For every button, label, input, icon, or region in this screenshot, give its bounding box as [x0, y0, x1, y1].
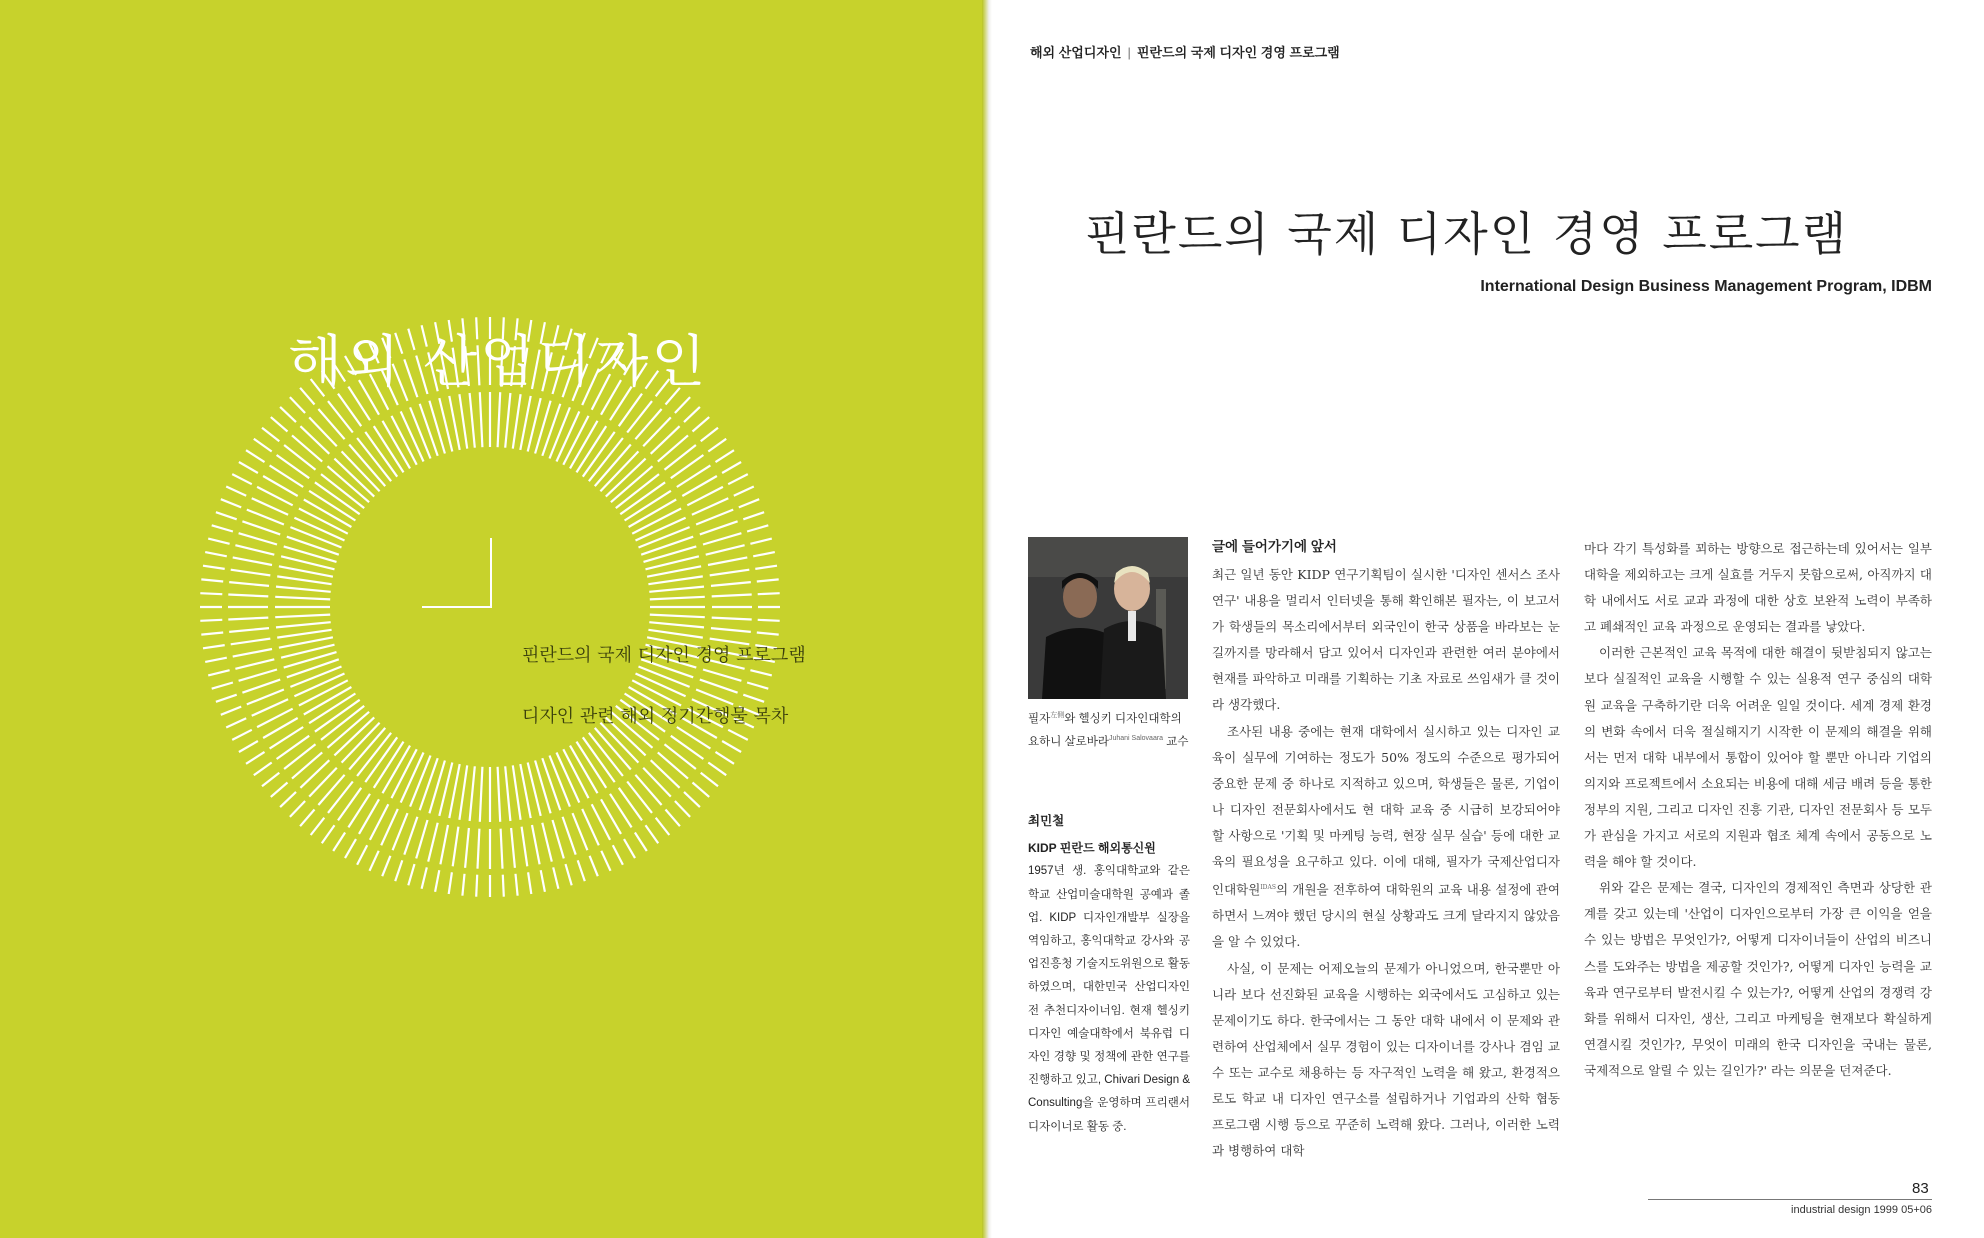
sunburst-ray — [542, 823, 552, 862]
sunburst-ray — [478, 829, 480, 869]
sunburst-ray — [758, 593, 780, 594]
sunburst-ray — [758, 620, 780, 621]
sunburst-ray — [410, 407, 430, 458]
running-header-title: 핀란드의 국제 디자인 경영 프로그램 — [1136, 45, 1340, 60]
sunburst-ray — [701, 773, 718, 787]
sunburst-ray — [393, 813, 408, 850]
body-paragraph: 사실, 이 문제는 어제오늘의 문제가 아니었으며, 한국뿐만 아니라 보다 선진화된 교육을 시행하는 외국에서도 고심하고 있는 문제이기도 하다. 한국에서는 그 동안 대학 내에서 이 문제와 관련하여 산업체에서 실무 경험이 있는 디자이너를 강사나 겸임 교수 또는 교수로 채용하는 등 자구적인 노력을 해 왔고, 환경적으로도 학교 내 디자인 연구소를 설립하거나 기업과의 산학 협동 프로그램 시행 등으로 꾸준히 노력해 왔다. 그러나, 이러한 노력과 병행하여 대학 — [1212, 960, 1560, 1159]
photo-caption — [1028, 706, 1198, 752]
sunburst-ray — [333, 833, 345, 852]
caption-text: 요하니 살로바라 — [1028, 735, 1109, 748]
sunburst-ray — [522, 827, 528, 867]
sunburst-ray — [743, 512, 764, 519]
sunburst-ray — [639, 527, 690, 547]
sunburst-ray — [247, 510, 284, 525]
sunburst-ray — [208, 670, 229, 675]
sunburst-ray — [300, 810, 314, 827]
sunburst-ray — [470, 393, 475, 448]
sunburst-ray — [503, 875, 504, 897]
author-name: 최민철 — [1028, 814, 1065, 828]
body-column-1 — [1212, 536, 1560, 1164]
toc-item-periodicals: 디자인 관련 해외 정기간행물 목차 — [522, 706, 789, 727]
sunburst-ray — [498, 392, 501, 447]
sunburst-ray — [318, 775, 344, 805]
sunburst-ray — [619, 394, 642, 427]
cover-page — [0, 0, 982, 1238]
sunburst-ray — [284, 744, 315, 769]
sunburst-ray — [716, 450, 735, 462]
sunburst-ray — [328, 401, 353, 432]
sunburst-ray — [309, 768, 337, 797]
sunburst-ray — [648, 576, 702, 584]
sunburst-ray — [290, 527, 341, 547]
sunburst-ray — [665, 744, 696, 769]
sunburst-ray — [750, 670, 771, 675]
sunburst-ray — [200, 593, 222, 594]
sunburst-ray — [643, 417, 671, 446]
sunburst-ray — [550, 756, 570, 807]
sunburst-ray — [651, 760, 680, 788]
sunburst-ray — [459, 394, 467, 448]
sunburst-ray — [753, 552, 775, 556]
sunburst-graphic — [0, 0, 982, 1238]
sunburst-ray — [498, 767, 501, 822]
sunburst-ray — [453, 827, 459, 867]
sunburst-ray — [553, 867, 558, 888]
sunburst-ray — [684, 407, 700, 422]
sunburst-ray — [635, 775, 661, 805]
sunburst-ray — [656, 818, 670, 835]
toc-item-idbm: 핀란드의 국제 디자인 경영 프로그램 — [522, 645, 806, 666]
sunburst-ray — [649, 587, 704, 592]
sunburst-ray — [231, 639, 271, 645]
sunburst-ray — [700, 521, 738, 534]
sunburst-ray — [242, 521, 280, 534]
sunburst-ray — [382, 856, 390, 876]
sunburst-ray — [233, 649, 272, 657]
sunburst-ray — [619, 788, 642, 821]
sunburst-ray — [459, 765, 467, 819]
sunburst-ray — [684, 792, 700, 807]
sunburst-ray — [246, 752, 265, 764]
sunburst-ray — [203, 566, 225, 569]
sunburst-ray — [221, 499, 241, 507]
footer-rule — [1648, 1199, 1932, 1200]
sunburst-ray — [420, 404, 438, 456]
sunburst-ray — [542, 404, 560, 456]
sunburst-ray — [254, 439, 272, 452]
sunburst-ray — [201, 579, 223, 581]
sunburst-ray — [650, 597, 705, 600]
sunburst-ray — [216, 695, 237, 702]
sunburst-ray — [420, 758, 438, 810]
sunburst-ray — [422, 867, 427, 888]
sunburst-ray — [226, 487, 246, 496]
sunburst-ray — [318, 409, 344, 439]
section-heading: 글에 들어가기에 앞서 — [1212, 539, 1337, 554]
sunburst-ray — [722, 741, 741, 752]
sunburst-ray — [563, 817, 576, 855]
sunburst-ray — [416, 820, 427, 858]
sunburst-ray — [300, 760, 329, 788]
body-paragraph: 최근 일년 동안 KIDP 연구기획팀이 실시한 '디자인 센서스 조사연구' 내용을 멀리서 인터넷을 통해 확인해본 필자는, 이 보고서가 학생들의 목소리에서부터 외국인이 한국 상품을 바라보는 눈길까지를 망라해서 담고 있어서 디자인과 관련한 여러 분야에서 현재를 파악하고 미래를 기획하는 기초 자료로 쓰임새가 클 것이라 생각했다. — [1212, 567, 1560, 713]
sunburst-ray — [239, 462, 258, 473]
sunburst-ray — [205, 658, 227, 662]
sunburst-ray — [627, 782, 652, 813]
sunburst-ray — [747, 683, 768, 689]
caption-text: 와 헬싱키 디자인대학의 — [1064, 712, 1182, 725]
sunburst-ray — [276, 587, 331, 592]
sunburst-ray — [646, 825, 659, 843]
sunburst-ray — [246, 450, 265, 462]
author-bio-block — [1028, 810, 1190, 1139]
sunburst-ray — [309, 417, 337, 446]
sunburst-ray — [357, 845, 367, 865]
sunburst-ray — [747, 525, 768, 531]
sunburst-ray — [275, 597, 330, 600]
caption-superscript: Juhani Salovaara — [1108, 734, 1164, 742]
sunburst-ray — [513, 394, 521, 448]
sunburst-ray — [757, 579, 779, 581]
sunburst-ray — [271, 417, 288, 431]
sunburst-ray — [627, 401, 652, 432]
sunburst-ray — [675, 801, 690, 817]
sunburst-ray — [712, 595, 752, 597]
sunburst-ray — [338, 788, 361, 821]
sunburst-ray — [226, 718, 246, 727]
sunburst-ray — [410, 756, 430, 807]
sunburst-ray — [696, 510, 733, 525]
sunburst-ray — [711, 628, 751, 632]
sunburst-ray — [601, 851, 610, 871]
sunburst-ray — [755, 566, 777, 569]
sunburst-ray — [232, 730, 252, 740]
page-number: 83 — [1912, 1180, 1929, 1197]
sunburst-ray — [516, 874, 518, 896]
sunburst-ray — [700, 680, 738, 693]
sunburst-ray — [550, 407, 570, 458]
caption-superscript: 左側 — [1050, 712, 1065, 719]
sunburst-ray — [542, 758, 560, 810]
sunburst-ray — [229, 582, 269, 586]
sunburst-ray — [635, 409, 661, 439]
sunburst-ray — [338, 394, 361, 427]
sunburst-ray — [710, 570, 750, 576]
author-bio: 1957년 생. 홍익대학교와 같은 학교 산업미술대학원 공예과 졸업. KIDP 디자인개발부 실장을 역임하고, 홍익대학교 강사와 공업진흥청 기술지도위원으로 활동하였으며, 대한민국 산업디자인전 추천디자이너임. 현재 헬싱키 디자인 예술대학에서 북유럽 디자인 경향 및 정책에 관한 연구를 진행하고 있고, Chivari Design & Consulting을 운영하며 프리랜서 디자이너로 활동 중. — [1028, 865, 1190, 1133]
sunburst-ray — [404, 817, 417, 855]
sunburst-ray — [480, 392, 483, 447]
sunburst-ray — [703, 533, 741, 544]
body-column-2 — [1584, 536, 1932, 1084]
sunburst-ray — [449, 872, 452, 894]
sunburst-ray — [322, 825, 335, 843]
sunburst-ray — [708, 557, 747, 565]
sunburst-ray — [728, 730, 748, 740]
sunburst-ray — [703, 670, 741, 681]
article-subtitle: International Design Business Management Program, IDBM — [1480, 278, 1932, 295]
sunburst-ray — [277, 576, 331, 584]
sunburst-ray — [650, 615, 705, 618]
sunburst-ray — [706, 545, 745, 555]
sunburst-ray — [711, 582, 751, 586]
sunburst-ray — [408, 864, 414, 885]
sunburst-ray — [701, 428, 718, 442]
sunburst-ray — [734, 487, 754, 496]
sunburst-ray — [262, 773, 279, 787]
sunburst-ray — [641, 537, 693, 555]
sunburst-ray — [462, 874, 464, 896]
sunburst-ray — [639, 667, 690, 687]
sunburst-ray — [480, 767, 483, 822]
sunburst-ray — [505, 393, 510, 448]
sunburst-ray — [743, 695, 764, 702]
body-paragraph — [1212, 719, 1560, 956]
sunburst-ray — [648, 630, 702, 638]
sunburst-ray — [649, 622, 704, 627]
sunburst-ray — [613, 845, 623, 865]
article-title: 핀란드의 국제 디자인 경영 프로그램 — [1085, 207, 1849, 261]
sunburst-ray — [235, 659, 274, 669]
author-photo — [1028, 537, 1188, 699]
sunburst-ray — [635, 833, 647, 852]
sunburst-ray — [658, 752, 688, 778]
sunburst-ray — [624, 839, 635, 858]
sunburst-ray — [292, 435, 322, 461]
sunburst-ray — [277, 630, 331, 638]
sunburst-ray — [476, 875, 477, 897]
sunburst-ray — [277, 455, 310, 478]
sunburst-ray — [671, 736, 704, 759]
cover-title: 해외 산업디자인 — [288, 330, 709, 395]
sunburst-ray — [262, 428, 279, 442]
sunburst-ray — [254, 763, 272, 776]
body-paragraph: 마다 각기 특성화를 꾀하는 방향으로 접근하는데 있어서는 일부 대학을 제외하고는 크게 실효를 거두지 못함으로써, 아직까지 대학 내에서도 서로 교과 과정에 대한 상호 보완적 노력이 부족하고 폐쇄적인 교육 과정으로 운영되는 결과를 낳았다. — [1584, 541, 1932, 635]
sunburst-ray — [311, 818, 325, 835]
sunburst-ray — [200, 620, 222, 621]
sunburst-ray — [328, 782, 353, 813]
photo-caption-line-2 — [1028, 729, 1198, 752]
running-header — [1030, 42, 1340, 61]
sunburst-ray — [239, 670, 277, 681]
sunburst-ray — [277, 736, 310, 759]
sunburst-ray — [643, 768, 671, 797]
sunburst-ray — [205, 552, 227, 556]
caption-text: 교수 — [1163, 735, 1189, 748]
sunburst-ray — [440, 825, 448, 864]
sunburst-ray — [675, 397, 690, 413]
sunburst-ray — [239, 741, 258, 752]
sunburst-ray — [708, 763, 726, 776]
sunburst-ray — [280, 407, 296, 422]
sunburst-ray — [708, 439, 726, 452]
sunburst-ray — [757, 633, 779, 635]
sunburst-ray — [671, 455, 704, 478]
running-header-section: 해외 산업디자인 — [1030, 45, 1122, 60]
publication-info: industrial design 1999 05+06 — [1791, 1204, 1932, 1216]
sunburst-ray — [511, 828, 515, 868]
sunburst-ray — [435, 870, 439, 892]
running-header-separator: | — [1127, 45, 1131, 60]
sunburst-ray — [271, 783, 288, 797]
sunburst-ray — [722, 462, 741, 473]
body-paragraph: 이러한 근본적인 교육 목적에 대한 해결이 뒷받침되지 않고는 보다 실질적인 교육을 시행할 수 있는 실용적 연구 중심의 대학원 교육을 구축하기란 더욱 어려운 일일 것이다. 세계 경제 환경의 변화 속에서 더욱 절실해지기 시작한 이 문제의 해결을 위해서는 먼저 대학 내부에서 통합이 있어야 할 뿐만 아니라 기업의 의지와 프로젝트에서 소요되는 비용에 대해 세금 배려 등을 통한 정부의 지원, 그리고 디자인 진흥 기관, 디자인 전문회사 등 모두가 관심을 가지고 서로의 지원과 협조 체계 속에서 공동으로 노력을 해야 할 것이다. — [1584, 645, 1932, 870]
sunburst-ray — [501, 829, 503, 869]
sunburst-ray — [528, 872, 531, 894]
sunburst-ray — [228, 595, 268, 597]
sunburst-ray — [201, 633, 223, 635]
sunburst-ray — [232, 474, 252, 484]
sunburst-ray — [287, 659, 339, 677]
sunburst-ray — [242, 680, 280, 693]
sunburst-ray — [553, 820, 564, 858]
sunburst-ray — [292, 752, 322, 778]
sunburst-ray — [532, 825, 540, 864]
sunburst-ray — [231, 570, 271, 576]
sunburst-ray — [290, 397, 305, 413]
sunburst-ray — [513, 765, 521, 819]
sunburst-ray — [228, 618, 268, 620]
sunburst-ray — [573, 813, 588, 850]
author-role: KIDP 핀란드 해외통신원 — [1028, 841, 1156, 856]
sunburst-ray — [345, 839, 356, 858]
sunburst-ray — [665, 445, 696, 470]
sunburst-ray — [739, 499, 759, 507]
sunburst-ray — [216, 512, 237, 519]
crosshair-vertical — [490, 538, 492, 608]
sunburst-ray — [693, 783, 710, 797]
sunburst-ray — [247, 690, 284, 705]
sunburst-ray — [212, 683, 233, 689]
sunburst-ray — [728, 474, 748, 484]
sunburst-ray — [590, 856, 598, 876]
sunburst-ray — [287, 537, 339, 555]
sunburst-ray — [239, 533, 277, 544]
sunburst-ray — [505, 766, 510, 821]
photo-caption-line-1 — [1028, 706, 1198, 729]
body-text: 조사된 내용 중에는 현재 대학에서 실시하고 있는 디자인 교육이 실무에 기여하는 정도가 50% 정도의 수준으로 평가되어 중요한 문제 중 하나로 지적하고 있으며, 학생들은 물론, 기업이나 디자인 전문회사에서도 현 대학 교육 중 시급히 보강되어야 할 사항으로 '기획 및 마케팅 능력, 현장 실무 실습' 등에 대한 교육의 필요성을 요구하고 있다. 이에 대해, 필자가 국제산업디자인대학원 — [1212, 723, 1560, 898]
sunburst-ray — [658, 435, 688, 461]
sunburst-ray — [276, 622, 331, 627]
sunburst-ray — [712, 618, 752, 620]
sunburst-ray — [428, 823, 438, 862]
crosshair-horizontal — [422, 606, 492, 608]
page-gutter — [982, 0, 992, 1238]
sunburst-ray — [275, 615, 330, 618]
body-text: 의 개원을 전후하여 대학원의 교육 내용 설정에 관여하면서 느껴야 했던 당시의 현실 상황과도 크게 달라지지 않았음을 알 수 있었다. — [1212, 882, 1560, 950]
sunburst-ray — [541, 870, 545, 892]
sunburst-ray — [716, 752, 735, 764]
sunburst-ray — [300, 426, 329, 454]
sunburst-ray — [566, 864, 572, 885]
sunburst-ray — [290, 667, 341, 687]
body-paragraph: 위와 같은 문제는 결국, 디자인의 경제적인 측면과 상당한 관계를 갖고 있는데 '산업이 디자인으로부터 가장 큰 이익을 얻을 수 있는 방법은 무엇인가?, 어떻게 디자이너들이 산업의 비즈니스를 도와주는 방법을 제공할 것인가?, 어떻게 디자인 능력을 교육과 연구로부터 발전시킬 수 있는가?, 어떻게 산업의 경쟁력 강화를 위해서 디자인, 생산, 그리고 마케팅을 현재보다 확실하게 연결시킬 것인가?, 무엇이 미래의 한국 디자인을 국내는 물론, 국제적으로 알릴 수 있는 길인가?' 라는 의문을 던져준다. — [1584, 880, 1932, 1078]
sunburst-ray — [693, 417, 710, 431]
sunburst-ray — [284, 445, 315, 470]
sunburst-ray — [229, 628, 269, 632]
sunburst-ray — [208, 539, 229, 544]
sunburst-ray — [280, 792, 296, 807]
sunburst-ray — [203, 645, 225, 648]
sunburst-ray — [470, 766, 475, 821]
sunburst-ray — [233, 557, 272, 565]
sunburst-ray — [212, 525, 233, 531]
sunburst-ray — [395, 860, 402, 881]
sunburst-ray — [370, 851, 379, 871]
caption-text: 필자 — [1028, 712, 1051, 725]
sunburst-ray — [578, 860, 585, 881]
sunburst-ray — [750, 539, 771, 544]
sunburst-ray — [235, 545, 274, 555]
sunburst-ray — [465, 828, 469, 868]
sunburst-ray — [651, 426, 680, 454]
sunburst-ray — [221, 707, 241, 715]
body-superscript: IDAS — [1260, 884, 1276, 892]
sunburst-ray — [666, 810, 680, 827]
sunburst-ray — [290, 801, 305, 817]
